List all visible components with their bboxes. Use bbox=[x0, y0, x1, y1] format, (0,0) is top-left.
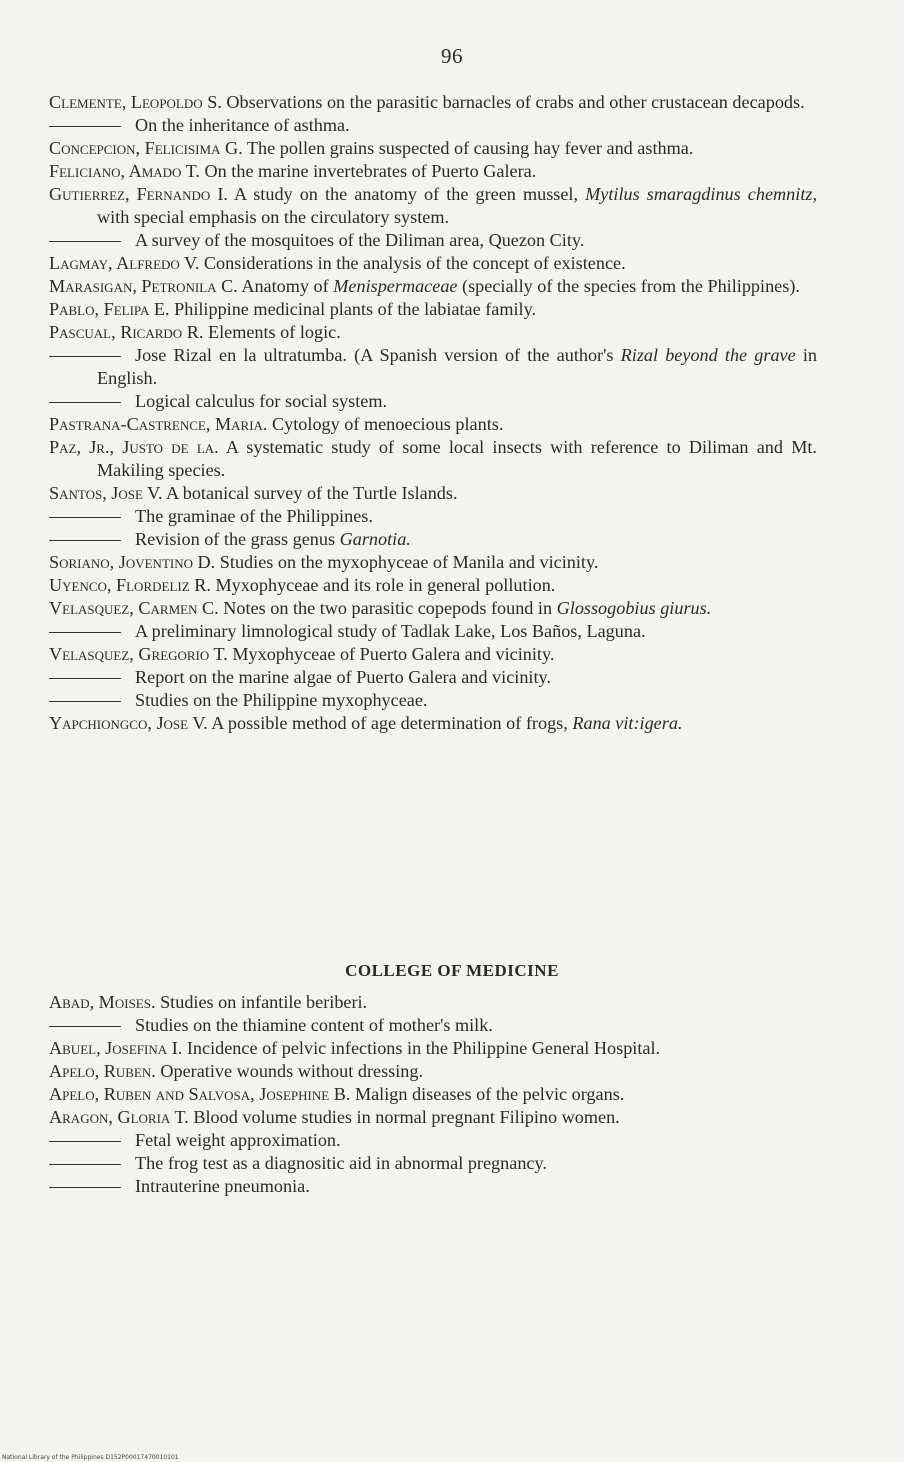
bibliography-entry bbox=[49, 229, 817, 252]
entry-title: Notes on the two parasitic copepods found in bbox=[223, 598, 553, 618]
entry-title: Studies on the thiamine content of mother's milk. bbox=[135, 1015, 493, 1035]
bibliography-entry bbox=[49, 114, 817, 137]
entry-italic: Glossogobius giurus. bbox=[556, 598, 712, 618]
bibliography-entry bbox=[49, 436, 817, 482]
entry-title: Revision of the grass genus bbox=[135, 529, 336, 549]
repeat-author-dash bbox=[49, 1164, 121, 1165]
repeat-author-dash bbox=[49, 701, 121, 702]
bibliography-entry bbox=[49, 344, 817, 390]
entry-author: Santos, Jose V. bbox=[49, 483, 163, 503]
entry-title: Considerations in the analysis of the concept of existence. bbox=[203, 253, 626, 273]
entry-author: Abuel, Josefina I. bbox=[49, 1038, 183, 1058]
entry-title: The pollen grains suspected of causing hay fever and asthma. bbox=[246, 138, 694, 158]
bibliography-entry bbox=[49, 1129, 817, 1152]
entry-title: Studies on infantile beriberi. bbox=[160, 992, 368, 1012]
bibliography-entry bbox=[49, 137, 817, 160]
entry-title-rest: with special emphasis on the circulatory system. bbox=[97, 207, 450, 227]
entry-author: Marasigan, Petronila C. bbox=[49, 276, 238, 296]
entry-title: Cytology of menoecious plants. bbox=[272, 414, 504, 434]
bibliography-entry bbox=[49, 1060, 817, 1083]
entry-author: Aragon, Gloria T. bbox=[49, 1107, 189, 1127]
entry-author: Uyenco, Flordeliz R. bbox=[49, 575, 211, 595]
entry-title: On the marine invertebrates of Puerto Galera. bbox=[204, 161, 537, 181]
bibliography-entry bbox=[49, 390, 817, 413]
bibliography-entry bbox=[49, 1175, 817, 1198]
page-number: 96 bbox=[441, 44, 463, 68]
entry-author: Abad, Moises. bbox=[49, 992, 156, 1012]
bibliography-entry bbox=[49, 666, 817, 689]
repeat-author-dash bbox=[49, 632, 121, 633]
entry-author: Velasquez, Gregorio T. bbox=[49, 644, 228, 664]
bibliography-entry bbox=[49, 991, 817, 1014]
entry-author: Paz, Jr., Justo de la. bbox=[49, 437, 219, 457]
entry-title: Anatomy of bbox=[241, 276, 329, 296]
entry-author: Soriano, Joventino D. bbox=[49, 552, 216, 572]
entry-title: Fetal weight approximation. bbox=[135, 1130, 341, 1150]
bibliography-entry bbox=[49, 1106, 817, 1129]
entry-italic: Mytilus smaragdinus chemnitz, bbox=[585, 184, 817, 204]
entry-title: The frog test as a diagnositic aid in abnormal pregnancy. bbox=[135, 1153, 547, 1173]
entry-title: Blood volume studies in normal pregnant Filipino women. bbox=[193, 1107, 620, 1127]
bibliography-entry bbox=[49, 643, 817, 666]
entry-title: Observations on the parasitic barnacles of crabs and other crustacean decapods. bbox=[226, 92, 805, 112]
bibliography-list bbox=[49, 91, 817, 735]
entry-title: A preliminary limnological study of Tadlak Lake, Los Baños, Laguna. bbox=[135, 621, 646, 641]
entry-author: Lagmay, Alfredo V. bbox=[49, 253, 200, 273]
entry-italic: Menispermaceae bbox=[333, 276, 458, 296]
bibliography-entry bbox=[49, 712, 817, 735]
bibliography-entry bbox=[49, 321, 817, 344]
bibliography-entry bbox=[49, 275, 817, 298]
entry-author: Apelo, Ruben and Salvosa, Josephine B. bbox=[49, 1084, 351, 1104]
bibliography-entry bbox=[49, 482, 817, 505]
bibliography-entry bbox=[49, 551, 817, 574]
bibliography-entry bbox=[49, 505, 817, 528]
entry-title: The graminae of the Philippines. bbox=[135, 506, 373, 526]
bibliography-entry bbox=[49, 91, 817, 114]
medicine-bibliography-list bbox=[49, 991, 817, 1198]
entry-title: Philippine medicinal plants of the labiatae family. bbox=[174, 299, 537, 319]
bibliography-entry bbox=[49, 160, 817, 183]
bibliography-entry bbox=[49, 1152, 817, 1175]
bibliography-entry bbox=[49, 1037, 817, 1060]
repeat-author-dash bbox=[49, 517, 121, 518]
bibliography-entry bbox=[49, 689, 817, 712]
section-heading: COLLEGE OF MEDICINE bbox=[345, 961, 559, 980]
entry-title: Intrauterine pneumonia. bbox=[135, 1176, 310, 1196]
entry-author: Feliciano, Amado T. bbox=[49, 161, 200, 181]
bibliography-entry bbox=[49, 298, 817, 321]
entry-title: Studies on the Philippine myxophyceae. bbox=[135, 690, 428, 710]
entry-title: A survey of the mosquitoes of the Diliman area, Quezon City. bbox=[135, 230, 585, 250]
repeat-author-dash bbox=[49, 356, 121, 357]
entry-author: Pablo, Felipa E. bbox=[49, 299, 170, 319]
entry-title-rest: in English. bbox=[97, 345, 818, 388]
entry-title: Report on the marine algae of Puerto Galera and vicinity. bbox=[135, 667, 551, 687]
bibliography-entry bbox=[49, 252, 817, 275]
entry-italic: Rizal beyond the grave bbox=[620, 345, 796, 365]
entry-title: A systematic study of some local insects with reference to Diliman and Mt. Makiling species. bbox=[97, 437, 817, 480]
bibliography-entry bbox=[49, 620, 817, 643]
scan-footer: National Library of the Philippines D152P00017470010101 bbox=[2, 1454, 179, 1461]
repeat-author-dash bbox=[49, 402, 121, 403]
entry-title: Studies on the myxophyceae of Manila and vicinity. bbox=[219, 552, 599, 572]
entry-italic: Rana vit:igera. bbox=[572, 713, 683, 733]
entry-author: Apelo, Ruben. bbox=[49, 1061, 156, 1081]
bibliography-entry bbox=[49, 528, 817, 551]
entry-title: Myxophyceae of Puerto Galera and vicinity. bbox=[232, 644, 555, 664]
entry-title: Jose Rizal en la ultratumba. (A Spanish version of the author's bbox=[135, 345, 614, 365]
bibliography-entry bbox=[49, 574, 817, 597]
entry-author: Pascual, Ricardo R. bbox=[49, 322, 204, 342]
entry-title: Incidence of pelvic infections in the Philippine General Hospital. bbox=[186, 1038, 661, 1058]
entry-italic: Garnotia. bbox=[339, 529, 411, 549]
bibliography-entry bbox=[49, 1014, 817, 1037]
entry-author: Yapchiongco, Jose V. bbox=[49, 713, 208, 733]
entry-title-rest: (specially of the species from the Philippines). bbox=[462, 276, 800, 296]
repeat-author-dash bbox=[49, 1141, 121, 1142]
entry-author: Clemente, Leopoldo S. bbox=[49, 92, 222, 112]
entry-title: Logical calculus for social system. bbox=[135, 391, 388, 411]
entry-title: A botanical survey of the Turtle Islands. bbox=[166, 483, 458, 503]
entry-title: Myxophyceae and its role in general pollution. bbox=[215, 575, 556, 595]
bibliography-entry bbox=[49, 1083, 817, 1106]
bibliography-entry bbox=[49, 597, 817, 620]
entry-title: On the inheritance of asthma. bbox=[135, 115, 350, 135]
entry-title: Malign diseases of the pelvic organs. bbox=[354, 1084, 625, 1104]
repeat-author-dash bbox=[49, 126, 121, 127]
repeat-author-dash bbox=[49, 241, 121, 242]
entry-title: A possible method of age determination of frogs, bbox=[211, 713, 568, 733]
entry-title: Operative wounds without dressing. bbox=[160, 1061, 424, 1081]
bibliography-entry bbox=[49, 413, 817, 436]
entry-title: A study on the anatomy of the green mussel, bbox=[234, 184, 579, 204]
entry-author: Concepcion, Felicisima G. bbox=[49, 138, 243, 158]
entry-author: Gutierrez, Fernando I. bbox=[49, 184, 228, 204]
repeat-author-dash bbox=[49, 1026, 121, 1027]
entry-author: Velasquez, Carmen C. bbox=[49, 598, 219, 618]
entry-title: Elements of logic. bbox=[207, 322, 341, 342]
repeat-author-dash bbox=[49, 540, 121, 541]
entry-author: Pastrana-Castrence, Maria. bbox=[49, 414, 268, 434]
repeat-author-dash bbox=[49, 1187, 121, 1188]
repeat-author-dash bbox=[49, 678, 121, 679]
bibliography-entry bbox=[49, 183, 817, 229]
